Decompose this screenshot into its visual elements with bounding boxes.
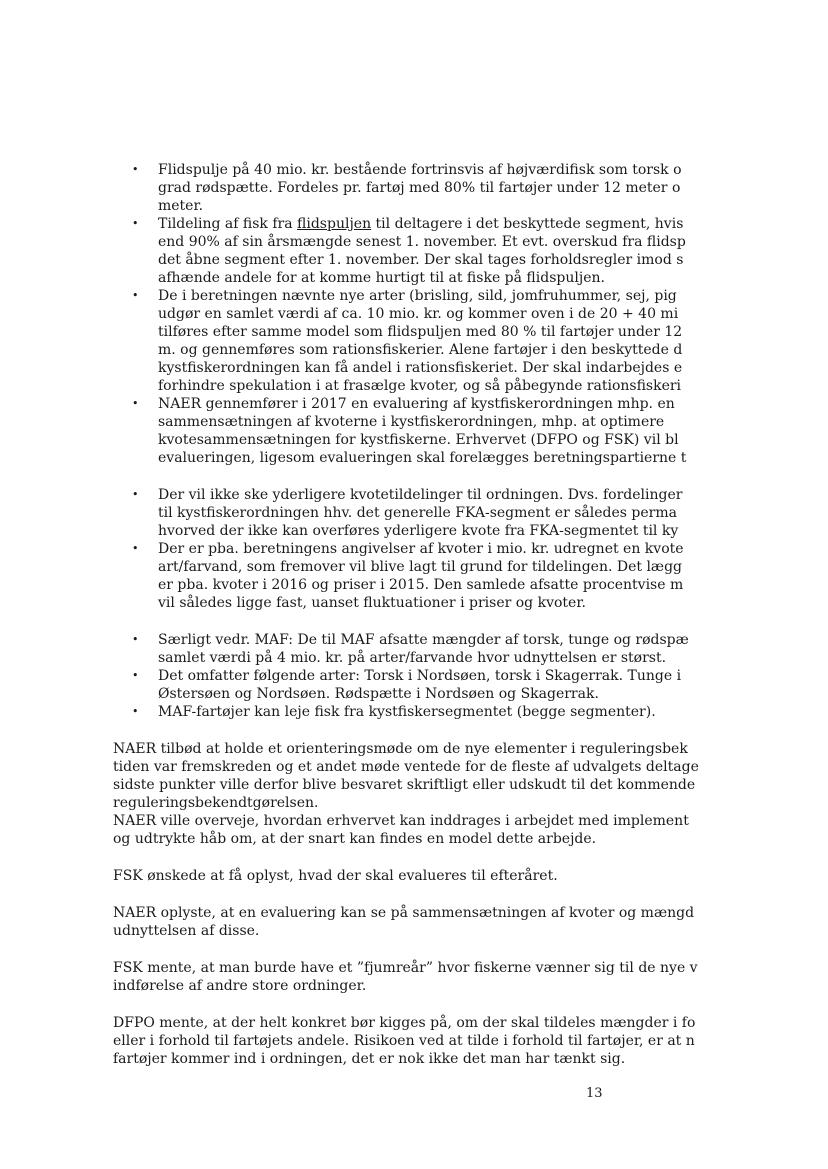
text-line: FSK ønskede at få oplyst, hvad der skal evalueres til efteråret. [113, 868, 558, 884]
list-item [113, 287, 828, 395]
bullet-icon: • [132, 488, 139, 501]
paragraph [113, 904, 828, 940]
spacer [113, 612, 828, 631]
list-item [113, 161, 828, 215]
text-line: hvorved der ikke kan overføres yderligere kvote fra FKA-segmentet til ky [158, 523, 679, 539]
list-item [113, 215, 828, 287]
page-content [113, 161, 828, 1068]
bullet-list-a [113, 161, 828, 467]
text-fragment: Tildeling af fisk fra [158, 216, 298, 232]
text-line: afhænde andele for at komme hurtigt til at fiske på flidspuljen. [158, 270, 605, 286]
text-line: NAER tilbød at holde et orienteringsmøde om de nye elementer i reguleringsbek [113, 741, 688, 757]
bullet-icon: • [132, 705, 139, 718]
bullet-icon: • [132, 163, 139, 176]
spacer [113, 467, 828, 486]
text-line: kvotesammensætningen for kystfiskerne. Erhvervet (DFPO og FSK) vil bl [158, 432, 679, 448]
text-line [158, 215, 684, 233]
text-line: vil således ligge fast, uanset fluktuationer i priser og kvoter. [158, 595, 586, 611]
list-item [113, 667, 828, 703]
text-line: og udtrykte håb om, at der snart kan findes en model dette arbejde. [113, 831, 597, 847]
text-line: end 90% af sin årsmængde senest 1. november. Et evt. overskud fra flidsp [158, 234, 686, 250]
text-line: evalueringen, ligesom evalueringen skal forelægges beretningspartierne t [158, 450, 687, 466]
text-line: sammensætningen af kvoterne i kystfiskerordningen, mhp. at optimere [158, 414, 665, 430]
bullet-list-c [113, 631, 828, 721]
list-item [113, 395, 828, 467]
paragraph [113, 740, 828, 848]
spacer [113, 885, 828, 904]
text-line: Det omfatter følgende arter: Torsk i Nordsøen, torsk i Skagerrak. Tunge i [158, 668, 682, 684]
text-line: Flidspulje på 40 mio. kr. bestående fortrinsvis af højværdifisk som torsk o [158, 162, 682, 178]
text-line: er pba. kvoter i 2016 og priser i 2015. Den samlede afsatte procentvise m [158, 577, 684, 593]
paragraph [113, 959, 828, 995]
text-line: til kystfiskerordningen hhv. det generelle FKA-segment er således perma [158, 505, 677, 521]
text-line: Der er pba. beretningens angivelser af kvoter i mio. kr. udregnet en kvote [158, 541, 684, 557]
spacer [113, 848, 828, 867]
text-line: indførelse af andre store ordninger. [113, 978, 367, 994]
bullet-icon: • [132, 289, 139, 302]
text-line: forhindre spekulation i at frasælge kvoter, og så påbegynde rationsfiskeri [158, 378, 682, 394]
list-item [113, 703, 828, 721]
text-line: MAF-fartøjer kan leje fisk fra kystfiskersegmentet (begge segmenter). [158, 704, 656, 720]
bullet-icon: • [132, 217, 139, 230]
text-line: det åbne segment efter 1. november. Der skal tages forholdsregler imod s [158, 252, 684, 268]
text-line: m. og gennemføres som rationsfiskerier. Alene fartøjer i den beskyttede d [158, 342, 683, 358]
text-line: eller i forhold til fartøjets andele. Risikoen ved at tilde i forhold til fartøjer, er at n [113, 1033, 695, 1049]
text-line: art/farvand, som fremover vil blive lagt til grund for tildelingen. Det lægg [158, 559, 683, 575]
bullet-list-b [113, 486, 828, 612]
paragraph [113, 867, 828, 885]
text-line: grad rødspætte. Fordeles pr. fartøj med 80% til fartøjer under 12 meter o [158, 180, 681, 196]
list-item [113, 486, 828, 540]
text-fragment: til deltagere i det beskyttede segment, hvis [371, 216, 684, 232]
text-line: udnyttelsen af disse. [113, 923, 260, 939]
page-number: 13 [586, 1086, 603, 1101]
bullet-icon: • [132, 633, 139, 646]
bullet-icon: • [132, 669, 139, 682]
text-line: DFPO mente, at der helt konkret bør kigges på, om der skal tildeles mængder i fo [113, 1015, 696, 1031]
text-line: NAER ville overveje, hvordan erhvervet kan inddrages i arbejdet med implement [113, 813, 689, 829]
text-line: De i beretningen nævnte nye arter (brisling, sild, jomfruhummer, sej, pig [158, 288, 677, 304]
list-item [113, 540, 828, 612]
text-line: sidste punkter ville derfor blive besvaret skriftligt eller udskudt til det kommende [113, 777, 696, 793]
text-line: kystfiskerordningen kan få andel i rationsfiskeriet. Der skal indarbejdes e [158, 360, 683, 376]
spacer [113, 940, 828, 959]
text-line: udgør en samlet værdi af ca. 10 mio. kr. og kommer oven i de 20 + 40 mi [158, 306, 679, 322]
text-line: Særligt vedr. MAF: De til MAF afsatte mængder af torsk, tunge og rødspæ [158, 632, 689, 648]
text-line: NAER gennemfører i 2017 en evaluering af kystfiskerordningen mhp. en [158, 396, 675, 412]
text-line: Der vil ikke ske yderligere kvotetildelinger til ordningen. Dvs. fordelinger [158, 487, 683, 503]
underlined-term: flidspuljen [297, 216, 372, 232]
paragraph [113, 1014, 828, 1068]
text-line: reguleringsbekendtgørelsen. [113, 795, 319, 811]
text-line: meter. [158, 198, 204, 214]
text-line: tilføres efter samme model som flidspuljen med 80 % til fartøjer under 12 [158, 324, 683, 340]
text-line: FSK mente, at man burde have et ”fjumreår” hvor fiskerne vænner sig til de nye v [113, 960, 698, 976]
text-line: fartøjer kommer ind i ordningen, det er nok ikke det man har tænkt sig. [113, 1051, 626, 1067]
bullet-icon: • [132, 397, 139, 410]
spacer [113, 721, 828, 740]
text-line: samlet værdi på 4 mio. kr. på arter/farvande hvor udnyttelsen er størst. [158, 650, 667, 666]
spacer [113, 995, 828, 1014]
list-item [113, 631, 828, 667]
text-line: Østersøen og Nordsøen. Rødspætte i Nordsøen og Skagerrak. [158, 686, 599, 702]
bullet-icon: • [132, 542, 139, 555]
text-line: tiden var fremskreden og et andet møde ventede for de fleste af udvalgets deltage [113, 759, 699, 775]
text-line: NAER oplyste, at en evaluering kan se på sammensætningen af kvoter og mængd [113, 905, 695, 921]
